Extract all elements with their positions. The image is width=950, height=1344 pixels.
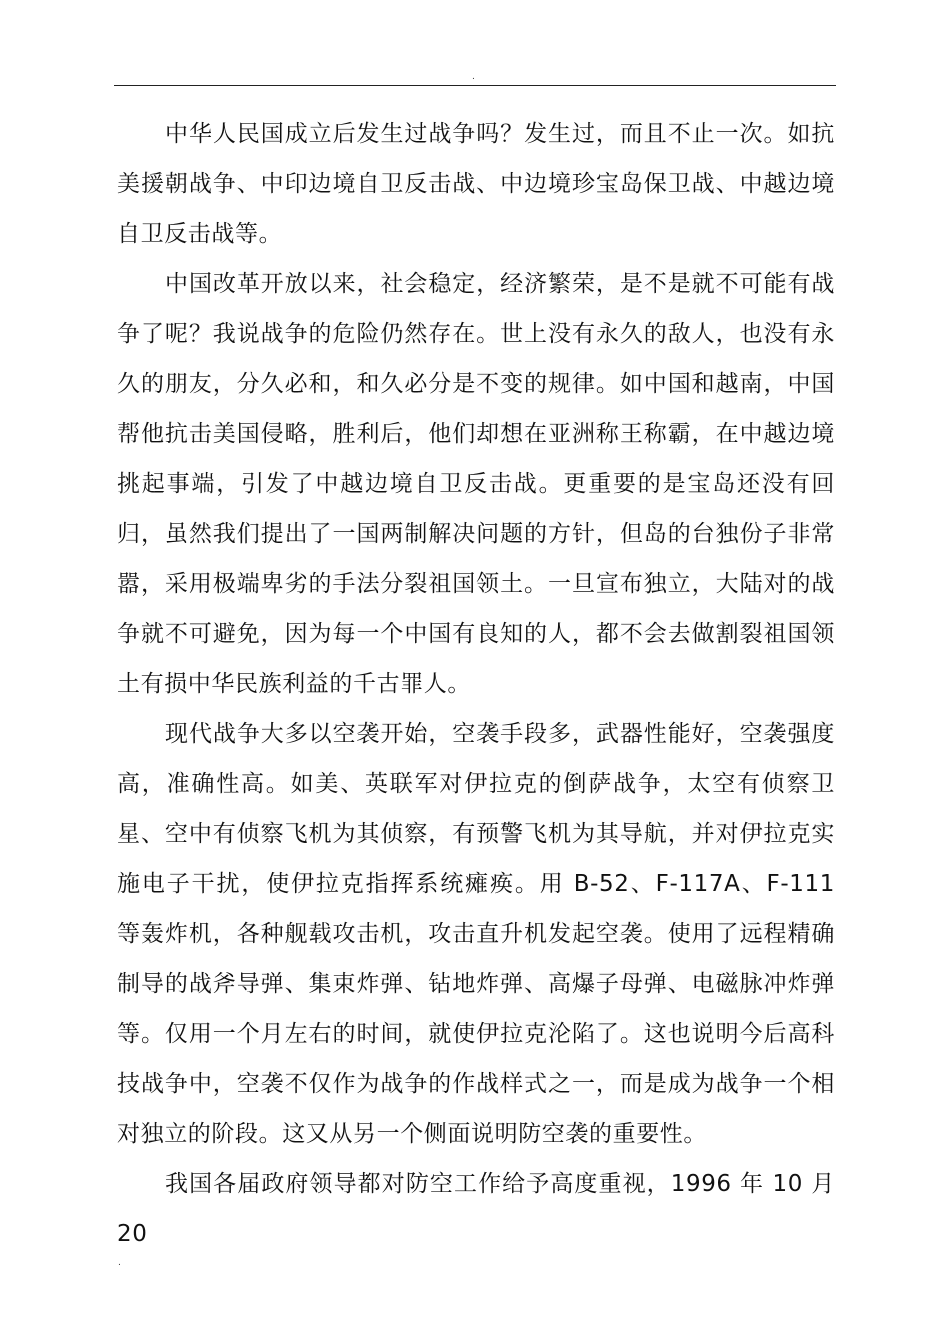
paragraph-1: 中华人民国成立后发生过战争吗？发生过，而且不止一次。如抗美援朝战争、中印边境自卫反击战、中边境珍宝岛保卫战、中越边境自卫反击战等。 bbox=[117, 121, 835, 247]
document-body bbox=[117, 109, 835, 1259]
header-rule bbox=[114, 85, 836, 86]
paragraph-3: 现代战争大多以空袭开始，空袭手段多，武器性能好，空袭强度高，准确性高。如美、英联军对伊拉克的倒萨战争，太空有侦察卫星、空中有侦察飞机为其侦察，有预警飞机为其导航，并对伊拉克实施电子干扰，使伊拉克指挥系统瘫痪。用 B-52、F-117A、F-111 等轰炸机，各种舰载攻击机，攻击直升机发起空袭。使用了远程精确制导的战斧导弹、集束炸弹、钻地炸弹、高爆子母弹、电磁脉冲炸弹等。仅用一个月左右的时间，就使伊拉克沦陷了。这也说明今后高科技战争中，空袭不仅作为战争的作战样式之一，而是成为战争一个相对独立的阶段。这又从另一个侧面说明防空袭的重要性。 bbox=[117, 721, 835, 1147]
paragraph-4: 我国各届政府领导都对防空工作给予高度重视，1996 年 10 月 20 bbox=[117, 1171, 835, 1247]
footer-marker: . bbox=[118, 1258, 121, 1268]
paragraph-2: 中国改革开放以来，社会稳定，经济繁荣，是不是就不可能有战争了呢？我说战争的危险仍然存在。世上没有永久的敌人，也没有永久的朋友，分久必和，和久必分是不变的规律。如中国和越南，中国帮他抗击美国侵略，胜利后，他们却想在亚洲称王称霸，在中越边境挑起事端，引发了中越边境自卫反击战。更重要的是宝岛还没有回归，虽然我们提出了一国两制解决问题的方针，但岛的台独份子非常嚣，采用极端卑劣的手法分裂祖国领土。一旦宣布独立，大陆对的战争就不可避免，因为每一个中国有良知的人，都不会去做割裂祖国领土有损中华民族利益的千古罪人。 bbox=[117, 271, 835, 697]
header-marker: . bbox=[472, 72, 475, 82]
